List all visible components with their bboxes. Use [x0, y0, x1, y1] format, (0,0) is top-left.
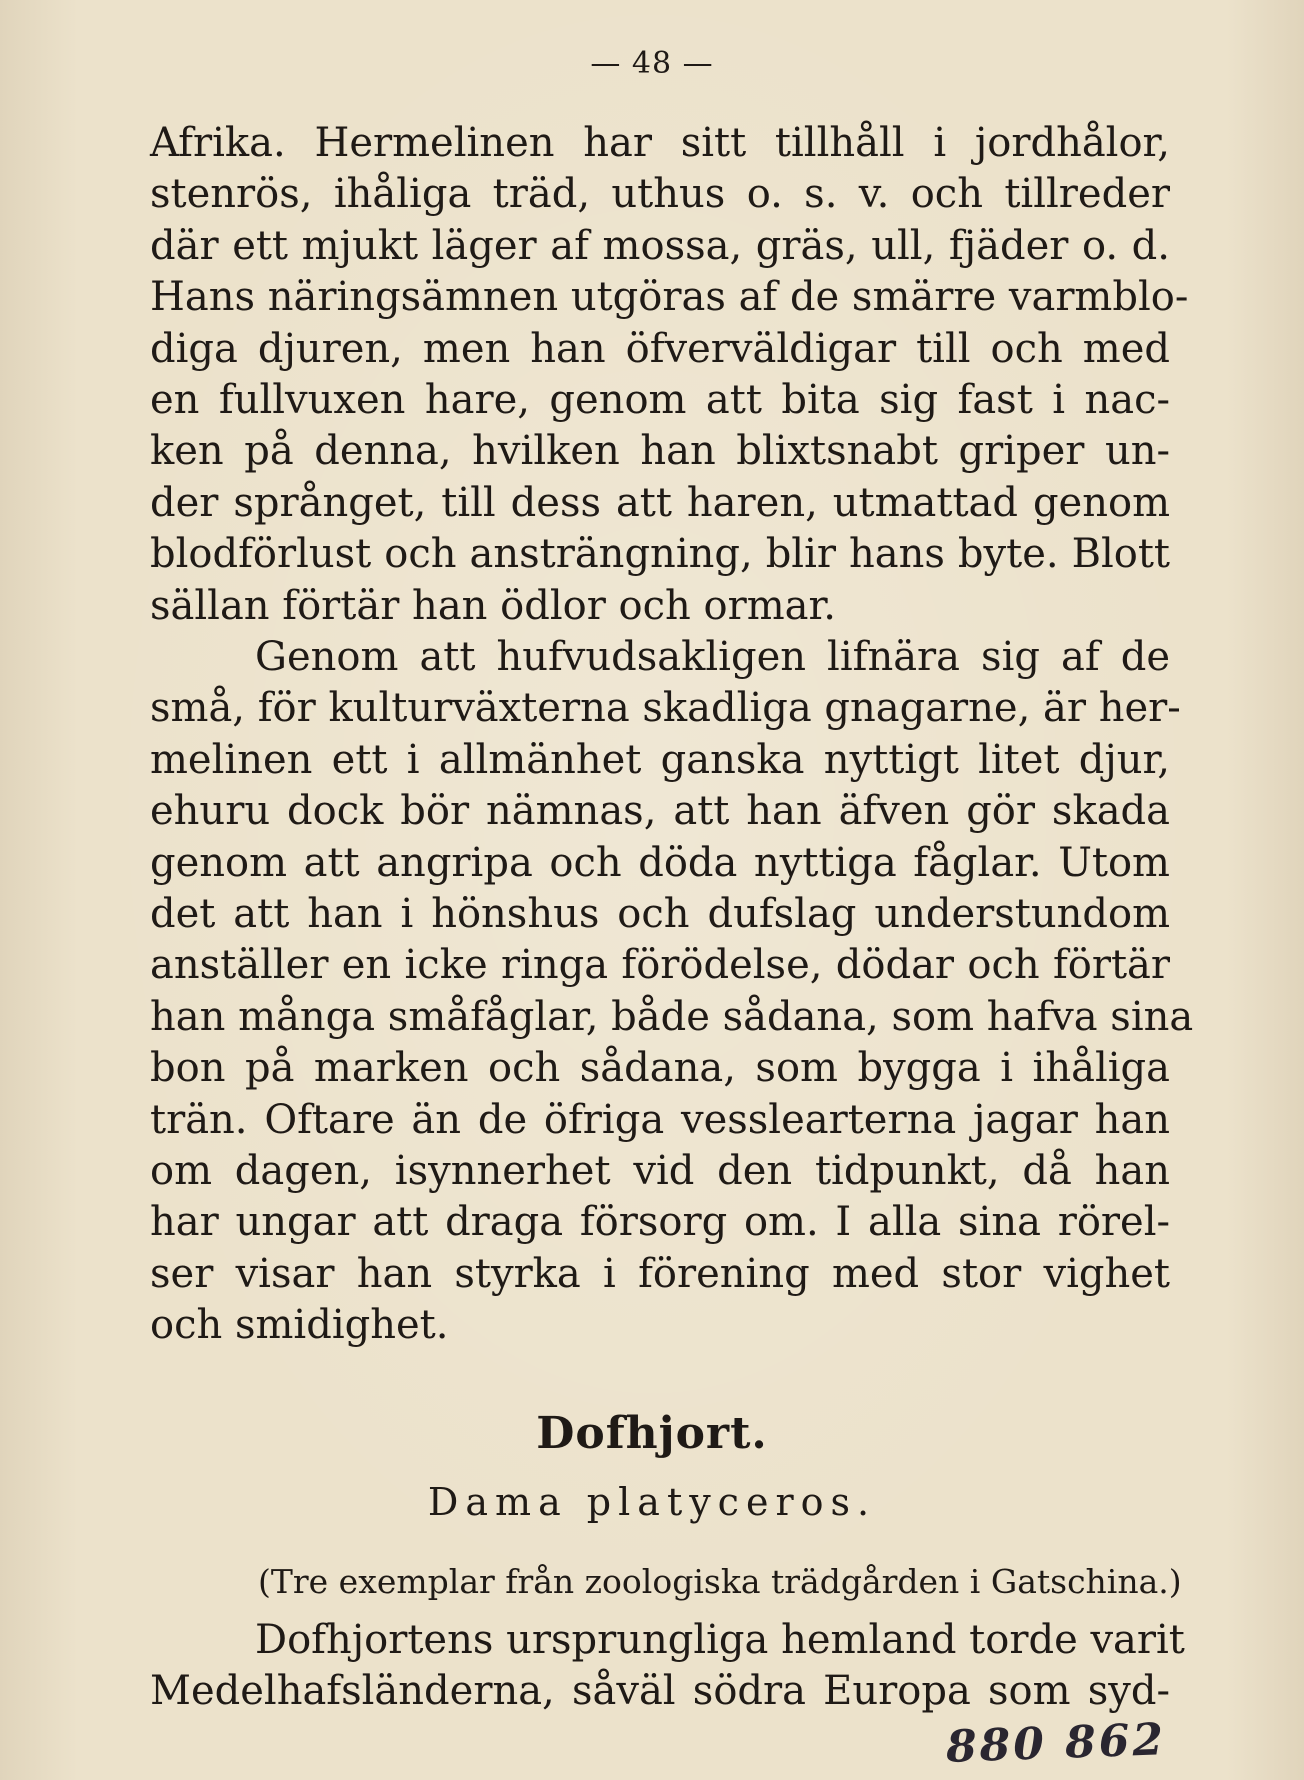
section-heading: Dofhjort.	[536, 1408, 768, 1459]
text-line: trän. Oftare än de öfriga vesslearterna jagar han	[150, 1096, 1170, 1143]
text-line: det att han i hönshus och dufslag understundom	[150, 891, 1170, 938]
text-line: Dofhjortens ursprungliga hemland torde varit	[255, 1617, 1185, 1663]
section-caption: (Tre exemplar från zoologiska trädgården i Gatschina.)	[258, 1562, 1182, 1601]
text-line: blodförlust och ansträngning, blir hans byte. Blott	[150, 531, 1170, 578]
text-line: han många småfåglar, både sådana, som hafva sina	[150, 993, 1194, 1040]
text-line: diga djuren, men han öfverväldigar till och med	[150, 325, 1170, 372]
text-line: där ett mjukt läger af mossa, gräs, ull, fjäder o. d.	[150, 222, 1170, 269]
paragraph-hermelinen-habitat	[150, 118, 1189, 632]
text-line: och smidighet.	[150, 1302, 449, 1349]
text-line: anställer en icke ringa förödelse, dödar och förtär	[150, 942, 1170, 989]
text-line: ehuru dock bör nämnas, att han äfven gör skada	[150, 788, 1170, 835]
text-line: små, för kulturväxterna skadliga gnagarne, är her-	[150, 685, 1181, 732]
text-line: en fullvuxen hare, genom att bita sig fast i nac-	[150, 377, 1170, 424]
text-line: genom att angripa och döda nyttiga fåglar. Utom	[150, 839, 1170, 886]
text-line: Hans näringsämnen utgöras af de smärre varmblo-	[150, 274, 1189, 321]
page-number: — 48 —	[590, 46, 714, 81]
text-line: bon på marken och sådana, som bygga i ihåliga	[150, 1045, 1170, 1092]
text-line: ken på denna, hvilken han blixtsnabt griper un-	[150, 428, 1170, 475]
text-line: har ungar att draga försorg om. I alla sina rörel-	[150, 1199, 1170, 1246]
handwritten-annotation: 880 862	[945, 1714, 1167, 1773]
text-line: stenrös, ihåliga träd, uthus o. s. v. och tillreder	[150, 171, 1170, 218]
text-line: sällan förtär han ödlor och ormar.	[150, 582, 836, 629]
text-line: melinen ett i allmänhet ganska nyttigt litet djur,	[150, 736, 1170, 783]
text-line: Medelhafsländerna, såväl södra Europa som syd-	[150, 1668, 1170, 1715]
text-line: ser visar han styrka i förening med stor vighet	[150, 1250, 1170, 1297]
text-line: Genom att hufvudsakligen lifnära sig af de	[255, 634, 1170, 680]
paragraph-hermelinen-usefulness	[150, 632, 1194, 1352]
latin-name: Dama platyceros.	[427, 1480, 877, 1524]
text-line: om dagen, isynnerhet vid den tidpunkt, då han	[150, 1148, 1170, 1195]
text-line: Afrika. Hermelinen har sitt tillhåll i jordhålor,	[150, 120, 1170, 166]
paragraph-dofhjort-origin	[150, 1615, 1185, 1718]
text-line: der språnget, till dess att haren, utmattad genom	[150, 479, 1170, 526]
